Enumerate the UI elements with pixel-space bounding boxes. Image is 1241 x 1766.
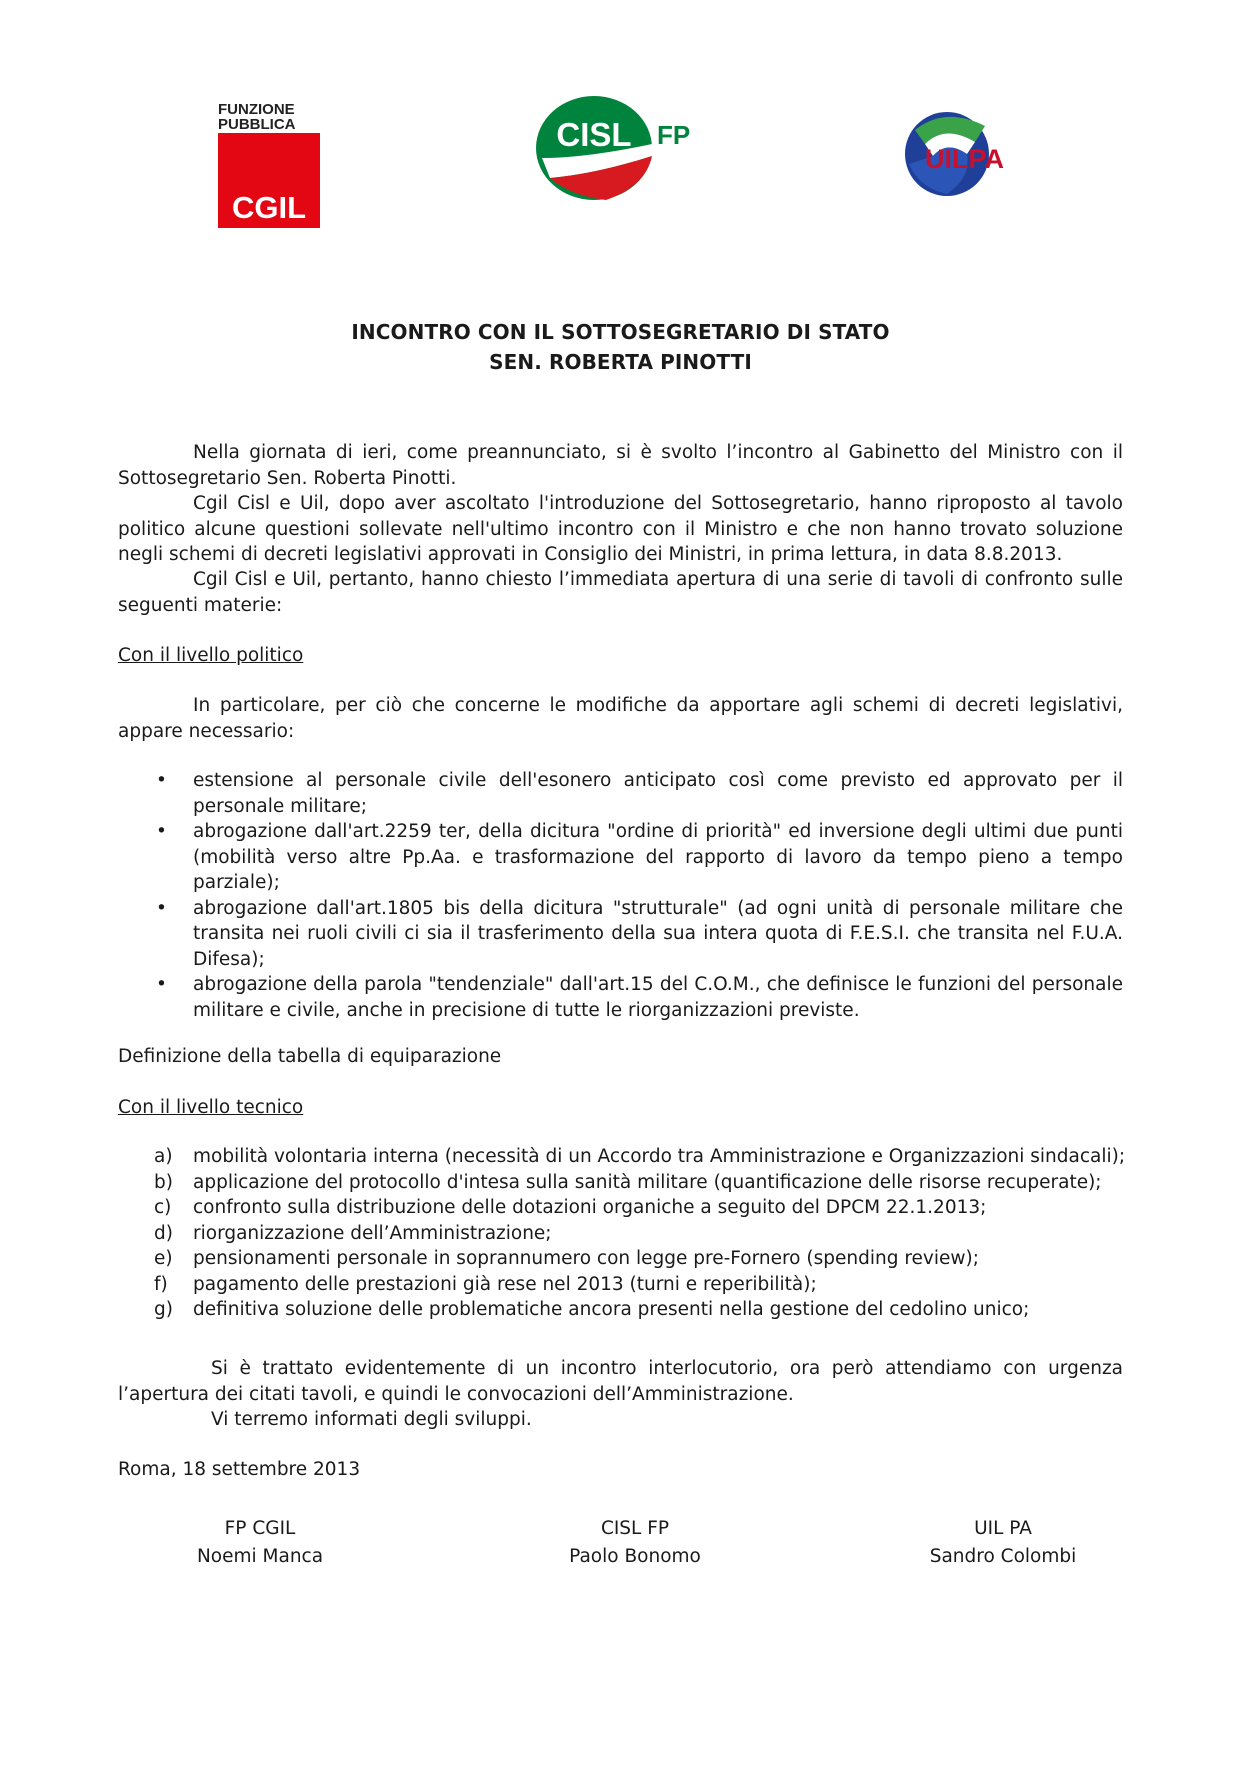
technical-items-list	[118, 1144, 1178, 1323]
list-item-text: estensione al personale civile dell'esonero anticipato così come previsto ed approvato per il personale militare;	[193, 770, 1123, 817]
bullet-icon: •	[156, 821, 167, 842]
list-item	[118, 896, 1123, 973]
equivalence-table-note: Definizione della tabella di equiparazione	[118, 1046, 502, 1067]
political-level-intro: In particolare, per ciò che concerne le modifiche da apportare agli schemi di decreti legislativi, appare necessario:	[118, 695, 1123, 742]
list-item	[118, 1221, 1178, 1247]
uilpa-logo	[905, 108, 1023, 200]
signature-uil-pa	[873, 1515, 1133, 1571]
list-item	[118, 1195, 1178, 1221]
signature-name: Noemi Manca	[196, 1546, 324, 1567]
logo-cisl-suffix: FP	[657, 120, 691, 150]
place-and-date: Roma, 18 settembre 2013	[118, 1459, 361, 1480]
logo-cgil-name: CGIL	[231, 190, 307, 225]
political-items-list	[118, 768, 1123, 1023]
list-item-label: a)	[154, 1146, 173, 1167]
technical-level-heading: Con il livello tecnico	[118, 1097, 304, 1118]
list-item	[118, 1170, 1178, 1196]
bullet-icon: •	[156, 974, 167, 995]
list-item	[118, 972, 1123, 1023]
political-level-heading: Con il livello politico	[118, 645, 304, 666]
signature-name: Paolo Bonomo	[569, 1546, 701, 1567]
document-title-line1: INCONTRO CON IL SOTTOSEGRETARIO DI STATO	[351, 320, 890, 344]
intro-paragraph-1: Nella giornata di ieri, come preannunciato, si è svolto l’incontro al Gabinetto del Ministro con il Sottosegretario Sen. Roberta Pinotti.	[118, 442, 1123, 489]
list-item-label: b)	[154, 1171, 173, 1193]
closing-paragraph: Si è trattato evidentemente di un incontro interlocutorio, ora però attendiamo con urgenza l’apertura dei citati tavoli, e quindi le convocazioni dell’Amministrazione.	[118, 1358, 1123, 1405]
list-item	[118, 819, 1123, 896]
signature-cisl-fp	[505, 1515, 765, 1571]
list-item	[118, 768, 1123, 819]
bullet-icon: •	[156, 770, 167, 791]
list-item	[118, 1272, 1178, 1298]
list-item	[118, 1246, 1178, 1272]
list-item-text: mobilità volontaria interna (necessità di un Accordo tra Amministrazione e Organizzazioni sindacali);	[193, 1146, 1126, 1167]
closing-updates-line: Vi terremo informati degli sviluppi.	[211, 1409, 532, 1430]
signature-org: FP CGIL	[224, 1518, 296, 1539]
list-item-text: applicazione del protocollo d'intesa sulla sanità militare (quantificazione delle risorse recuperate);	[193, 1171, 1102, 1193]
list-item-text: pensionamenti personale in soprannumero con legge pre-Fornero (spending review);	[193, 1248, 979, 1269]
signature-org: CISL FP	[600, 1518, 670, 1539]
list-item-text: abrogazione dall'art.2259 ter, della dicitura "ordine di priorità" ed inversione degli ultimi due punti (mobilità verso altre Pp.Aa. e trasformazione del rapporto di lavoro da tempo pieno a tempo parziale);	[193, 821, 1123, 893]
list-item-label: f)	[154, 1273, 168, 1295]
logo-cgil-line2: PUBBLICA	[218, 116, 296, 133]
list-item	[118, 1297, 1178, 1323]
fp-cgil-logo	[218, 100, 320, 228]
list-item-label: e)	[154, 1248, 173, 1269]
document-title-line2: SEN. ROBERTA PINOTTI	[489, 350, 752, 374]
signature-name: Sandro Colombi	[929, 1546, 1077, 1567]
signature-fp-cgil	[130, 1515, 390, 1571]
signature-org: UIL PA	[974, 1518, 1032, 1539]
intro-paragraph-3: Cgil Cisl e Uil, pertanto, hanno chiesto l’immediata apertura di una serie di tavoli di confronto sulle seguenti materie:	[118, 569, 1123, 616]
list-item	[118, 1144, 1178, 1170]
list-item-text: riorganizzazione dell’Amministrazione;	[193, 1222, 552, 1244]
list-item-text: abrogazione della parola "tendenziale" dall'art.15 del C.O.M., che definisce le funzioni del personale militare e civile, anche in precisione di tutte le riorganizzazioni previste.	[193, 974, 1123, 1021]
list-item-text: definitiva soluzione delle problematiche ancora presenti nella gestione del cedolino unico;	[193, 1299, 1030, 1320]
logo-cisl-name: CISL	[556, 116, 632, 153]
list-item-text: confronto sulla distribuzione delle dotazioni organiche a seguito del DPCM 22.1.2013;	[193, 1197, 987, 1218]
logo-cgil-line1: FUNZIONE	[218, 101, 295, 118]
cisl-fp-logo	[536, 96, 698, 202]
intro-paragraph-2: Cgil Cisl e Uil, dopo aver ascoltato l'introduzione del Sottosegretario, hanno riproposto al tavolo politico alcune questioni sollevate nell'ultimo incontro con il Ministro e che non hanno trovato soluzione negli schemi di decreti legislativi approvati in Consiglio dei Ministri, in prima lettura, in data 8.8.2013.	[118, 493, 1123, 565]
logo-uil-name: UILPA	[925, 144, 1004, 174]
list-item-text: abrogazione dall'art.1805 bis della dicitura "strutturale" (ad ogni unità di personale militare che transita nei ruoli civili ci sia il trasferimento della sua intera quota di F.E.S.I. che transita nel F.U.A. Difesa);	[193, 897, 1123, 970]
list-item-text: pagamento delle prestazioni già rese nel 2013 (turni e reperibilità);	[193, 1273, 817, 1295]
list-item-label: g)	[154, 1299, 173, 1320]
list-item-label: d)	[154, 1222, 173, 1244]
bullet-icon: •	[156, 897, 167, 919]
list-item-label: c)	[154, 1197, 172, 1218]
